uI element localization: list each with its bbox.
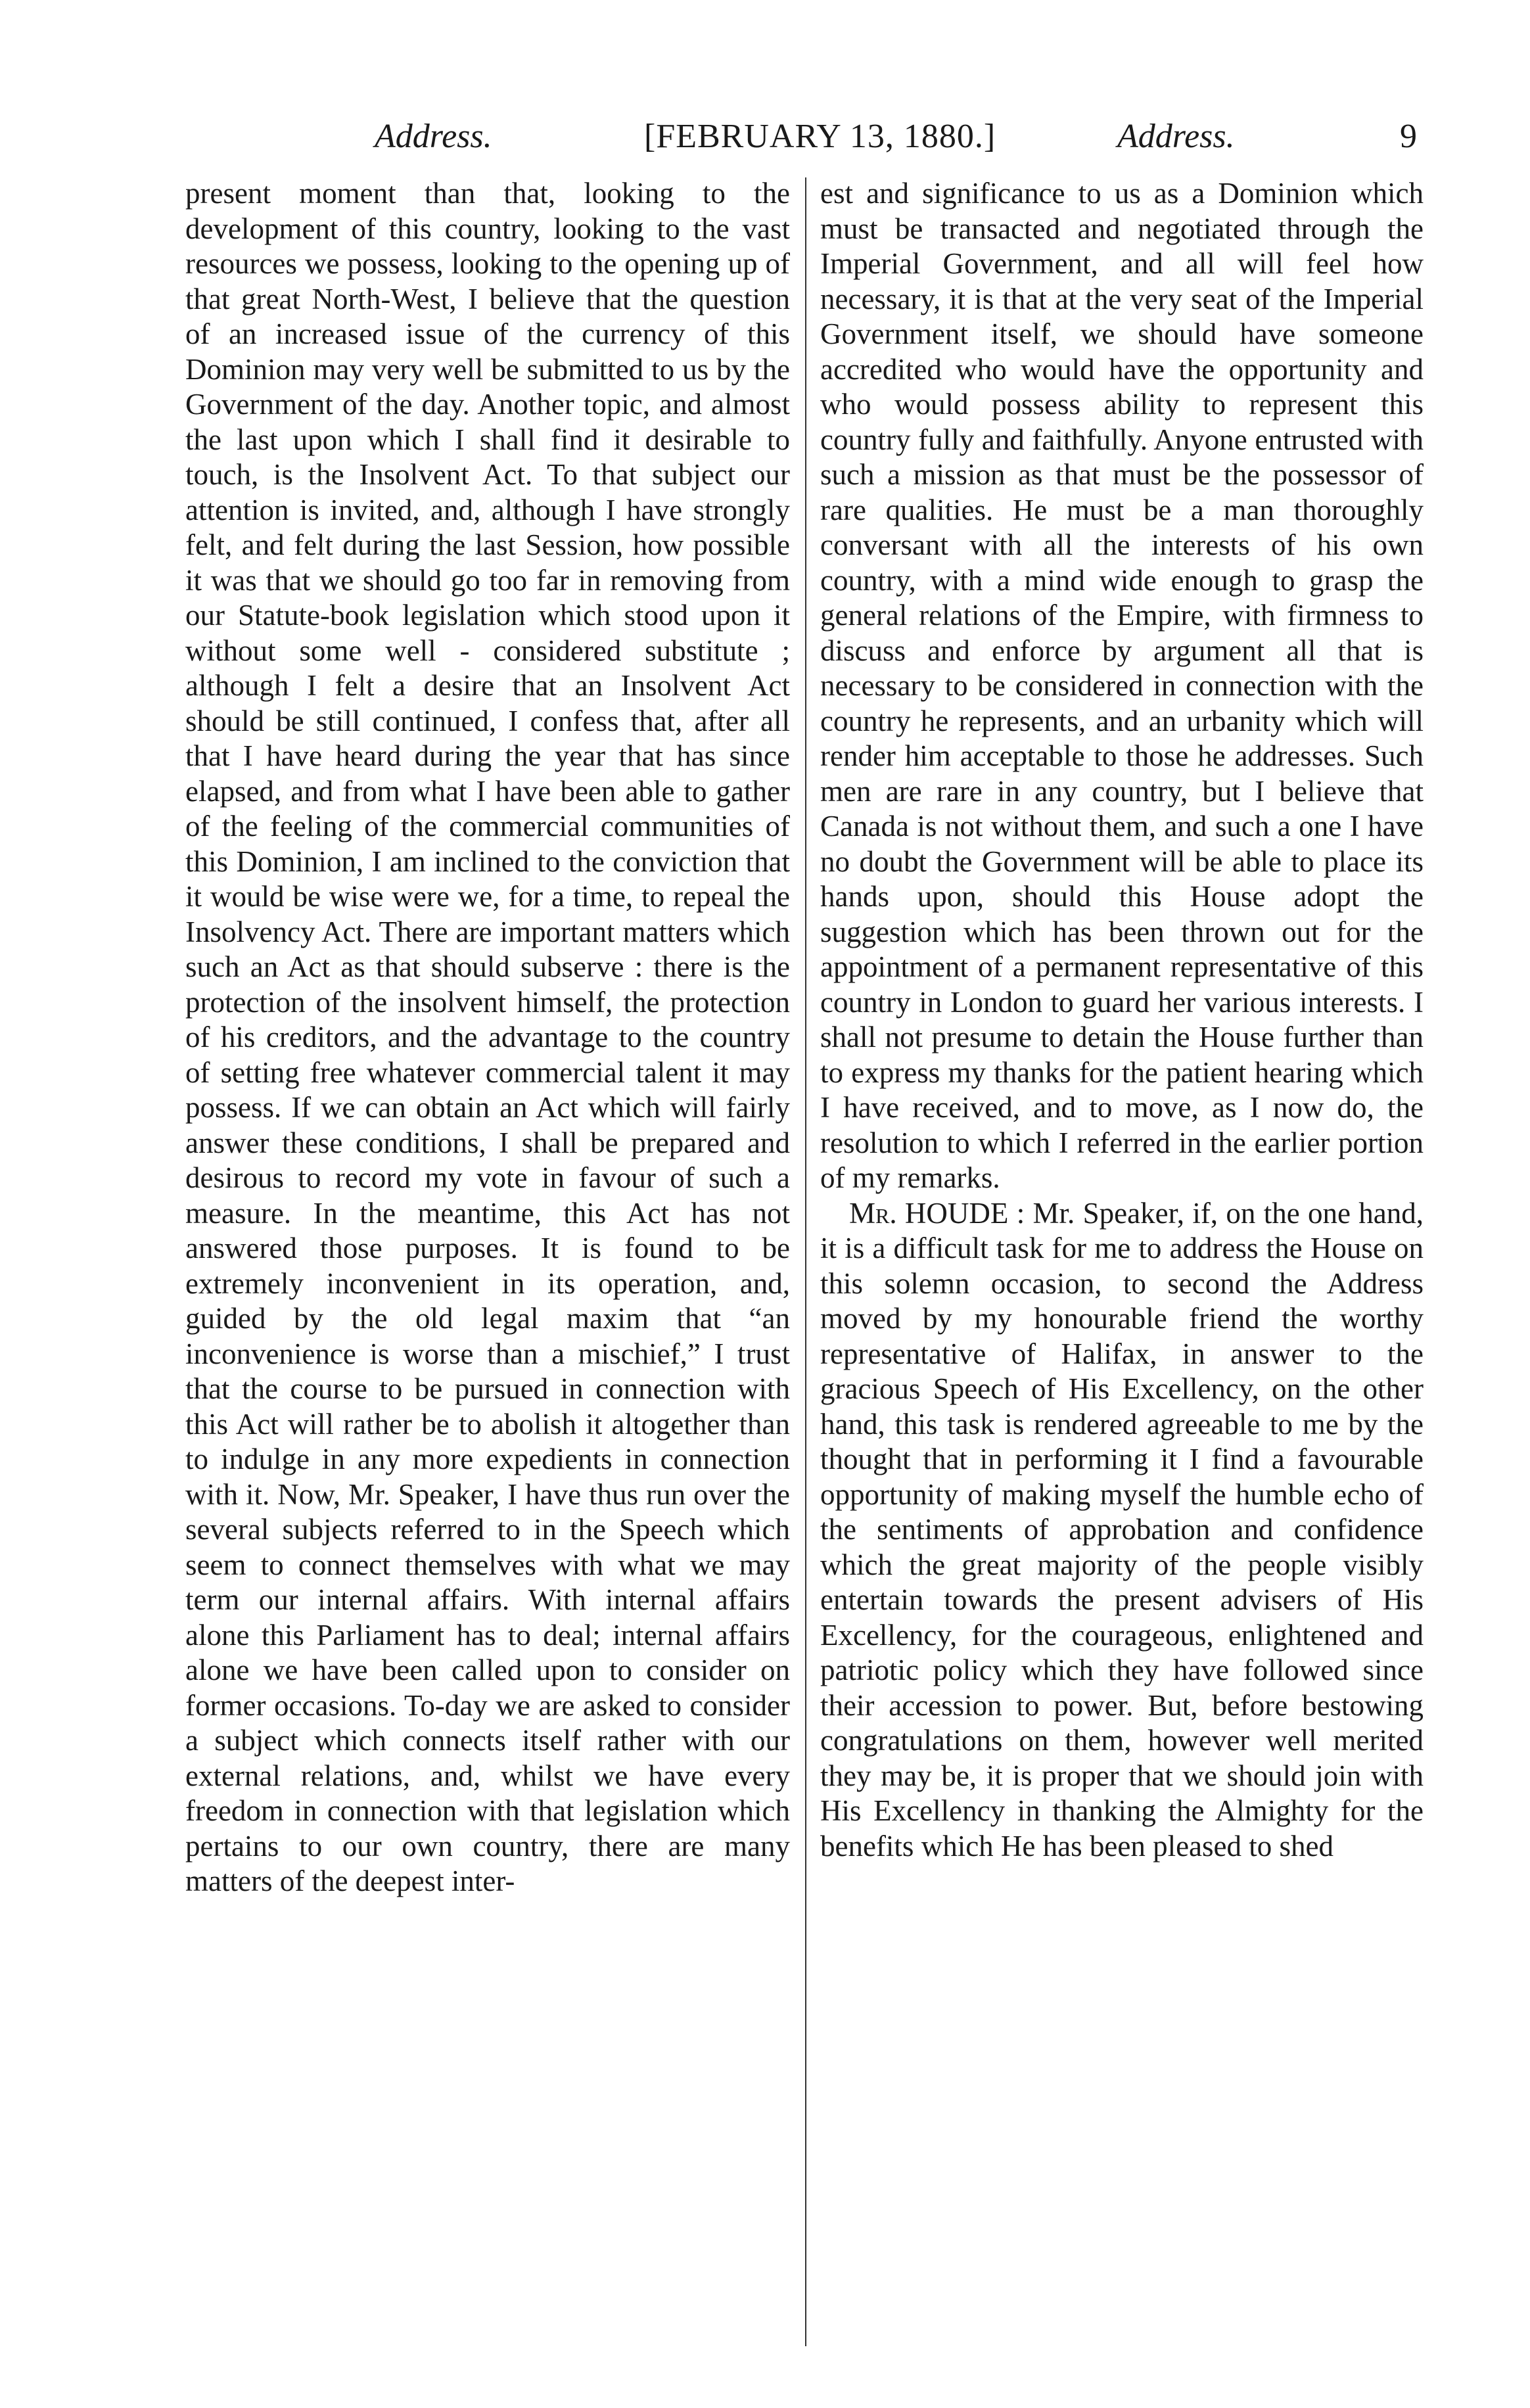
page-header [184, 110, 1417, 163]
header-date: [FEBRUARY 13, 1880.] [644, 118, 996, 155]
left-paragraph-1: present moment than that, looking to the development of this country, looking to the vast resources we possess, looking to the opening up of that great North-West, I believe that the question of an increased issue of the currency of this Dominion may very well be submitted to us by the Government of the day. Another topic, and almost the last upon which I shall find it desirable to touch, is the Insolvent Act. To that subject our attention is invited, and, although I have strongly felt, and felt during the last Session, how possible it was that we should go too far in removing from our Statute-book legislation which stood upon it without some well - considered substitute ; although I felt a desire that an Insolvent Act should be still continued, I confess that, after all that I have heard during the year that has since elapsed, and from what I have been able to gather of the feeling of the commercial communities of this Dominion, I am inclined to the conviction that it would be wise were we, for a time, to repeal the Insolvency Act. There are important matters which such an Act as that should subserve : there is the protection of the insolvent himself, the protection of his creditors, and the advantage to the country of setting free whatever commercial talent it may possess. If we can obtain an Act which will fairly answer these conditions, I shall be prepared and desirous to record my vote in favour of such a measure. In the meantime, this Act has not answered those purposes. It is found to be extremely inconvenient in its operation, and, guided by the old legal maxim that “an inconvenience is worse than a mischief,” I trust that the course to be pursued in connection with this Act will rather be to abolish it altogether than to indulge in any more expedients in connection with it. Now, Mr. Speaker, I have thus run over the several subjects referred to in the Speech which seem to connect themselves with what we may term our internal affairs. With internal affairs alone this Parliament has to deal; internal affairs alone we have been called upon to consider on former occasions. To-day we are asked to consider a subject which connects itself rather with our external relations, and, whilst we have every freedom in connection with that legislation which pertains to our own country, there are many matters of the deepest inter- [185, 177, 790, 1897]
left-column [185, 176, 790, 1899]
header-right-title: Address. [1117, 118, 1235, 155]
right-paragraph-1: est and significance to us as a Dominion which must be transacted and negotiated through the Imperial Government, and all will feel how necessary, it is that at the very seat of the Imperial Government itself, we should have someone accredited who would have the opportunity and who would possess ability to represent this country fully and faithfully. Anyone entrusted with such a mission as that must be the possessor of rare qualities. He must be a man thoroughly conversant with all the interests of his own country, with a mind wide enough to grasp the general relations of the Empire, with firmness to discuss and enforce by argument all that is necessary to be considered in connection with the country he represents, and an urbanity which will render him acceptable to those he addresses. Such men are rare in any country, but I believe that Canada is not without them, and such a one I have no doubt the Government will be able to place its hands upon, should this House adopt the suggestion which has been thrown out for the appointment of a permanent representative of this country in London to guard her various interests. I shall not presume to detain the House further than to express my thanks for the patient hearing which I have received, and to move, as I now do, the resolution to which I referred in the earlier portion of my remarks. [820, 177, 1424, 1194]
header-left-title: Address. [375, 118, 492, 155]
right-paragraph-2-text: Mr. Speaker, if, on the one hand, it is a difficult task for me to address the House on this solemn occasion, to second the Address moved by my honourable friend the worthy representative of Halifax, in answer to the gracious Speech of His Excellency, on the other hand, this task is rendered agreeable to me by the thought that in performing it I find a favourable opportunity of making myself the humble echo of the sentiments of approbation and confidence which the great majority of the people visibly entertain towards the present advisers of His Excellency, for the courageous, enlightened and patriotic policy which they have followed since their accession to power. But, before bestowing congratulations on them, however well merited they may be, it is proper that we should join with His Excellency in thanking the Almighty for the benefits which He has been pleased to shed [820, 1196, 1424, 1863]
page-number: 9 [1400, 118, 1417, 155]
right-paragraph-2 [820, 1196, 1424, 1864]
column-divider [805, 177, 806, 2346]
right-column [820, 176, 1424, 1864]
speaker-name: Mr. HOUDE : [849, 1196, 1025, 1230]
